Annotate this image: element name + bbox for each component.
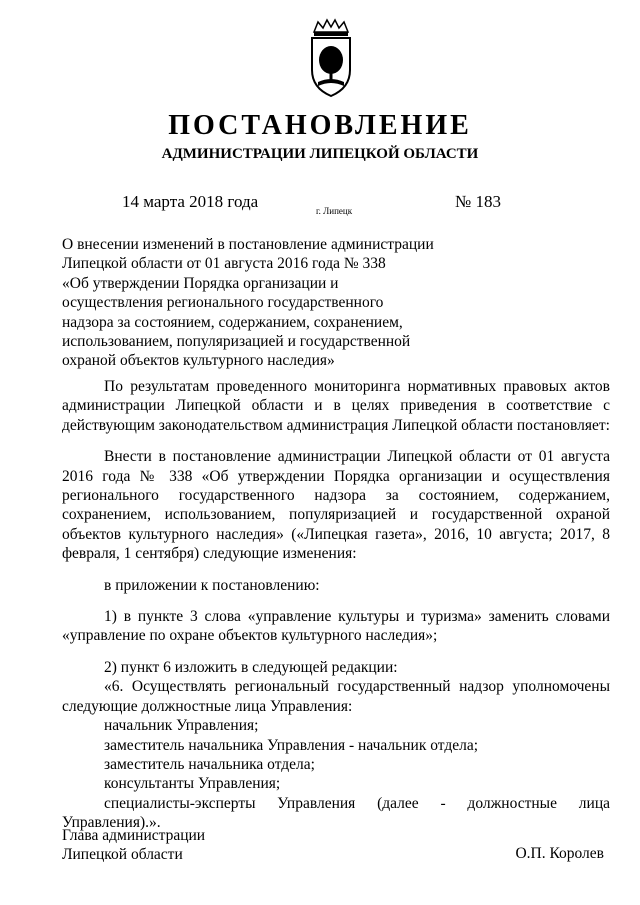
- subject-line: Липецкой области от 01 августа 2016 года № 338: [62, 255, 386, 273]
- signatory-name: О.П. Королев: [515, 845, 604, 862]
- paragraph-item-1: 1) в пункте 3 слова «управление культуры и туризма» заменить словами «управление по охране объектов культурного наследия»;: [62, 608, 610, 645]
- list-item-last: специалисты-эксперты Управления (далее - должностные лица Управления).».: [62, 794, 610, 832]
- signatory-position-line: Глава администрации: [62, 827, 206, 844]
- paragraph-item-2: 2) пункт 6 изложить в следующей редакции:: [104, 658, 398, 676]
- subject-line: «Об утверждении Порядка организации и: [62, 274, 339, 292]
- list-item: заместитель начальника отдела;: [104, 755, 315, 773]
- list-item: начальник Управления;: [104, 717, 259, 735]
- document-title: ПОСТАНОВЛЕНИЕ: [168, 110, 472, 141]
- document-date: 14 марта 2018 года: [122, 192, 259, 211]
- document-city: г. Липецк: [316, 206, 353, 216]
- issuer-title: АДМИНИСТРАЦИИ ЛИПЕЦКОЙ ОБЛАСТИ: [161, 146, 479, 162]
- paragraph-amendment: Внести в постановление администрации Липецкой области от 01 августа 2016 года № 338 «Об утверждении Порядка организации и осуществления регионального государственного надзора за состоянием, содержанием, сохранением, использованием, популяризацией и государственной охраной объектов культурного наследия» («Липецкая газета», 2016, 10 августа; 2017, 8 февраля, 1 сентября) следующие изменения:: [62, 448, 610, 563]
- signatory-position-line: Липецкой области: [62, 846, 183, 864]
- document-body: [62, 377, 610, 833]
- signatory-position: [62, 826, 205, 865]
- list-item: заместитель начальника Управления - начальник отдела;: [104, 736, 479, 754]
- subject-line: осуществления регионального государственного: [62, 294, 384, 312]
- subject-line: охраной объектов культурного наследия»: [62, 352, 335, 370]
- document-number: № 183: [455, 192, 501, 211]
- document-subject: [62, 235, 442, 371]
- list-item: консультанты Управления;: [104, 775, 281, 793]
- subject-line: О внесении изменений в постановление администрации: [62, 236, 434, 253]
- coat-of-arms-icon: [306, 18, 356, 98]
- subject-line: использованием, популяризацией и государственной: [62, 333, 411, 351]
- paragraph-appendix: в приложении к постановлению:: [104, 576, 320, 594]
- paragraph-preamble: По результатам проведенного мониторинга нормативных правовых актов администрации Липецкой области и в целях приведения в соответствие с действующим законодательством администрация Липецкой области постановляет:: [62, 378, 610, 434]
- subject-line: надзора за состоянием, содержанием, сохранением,: [62, 313, 403, 331]
- paragraph-item-6: «6. Осуществлять региональный государственный надзор уполномочены следующие должностные лица Управления:: [62, 678, 610, 715]
